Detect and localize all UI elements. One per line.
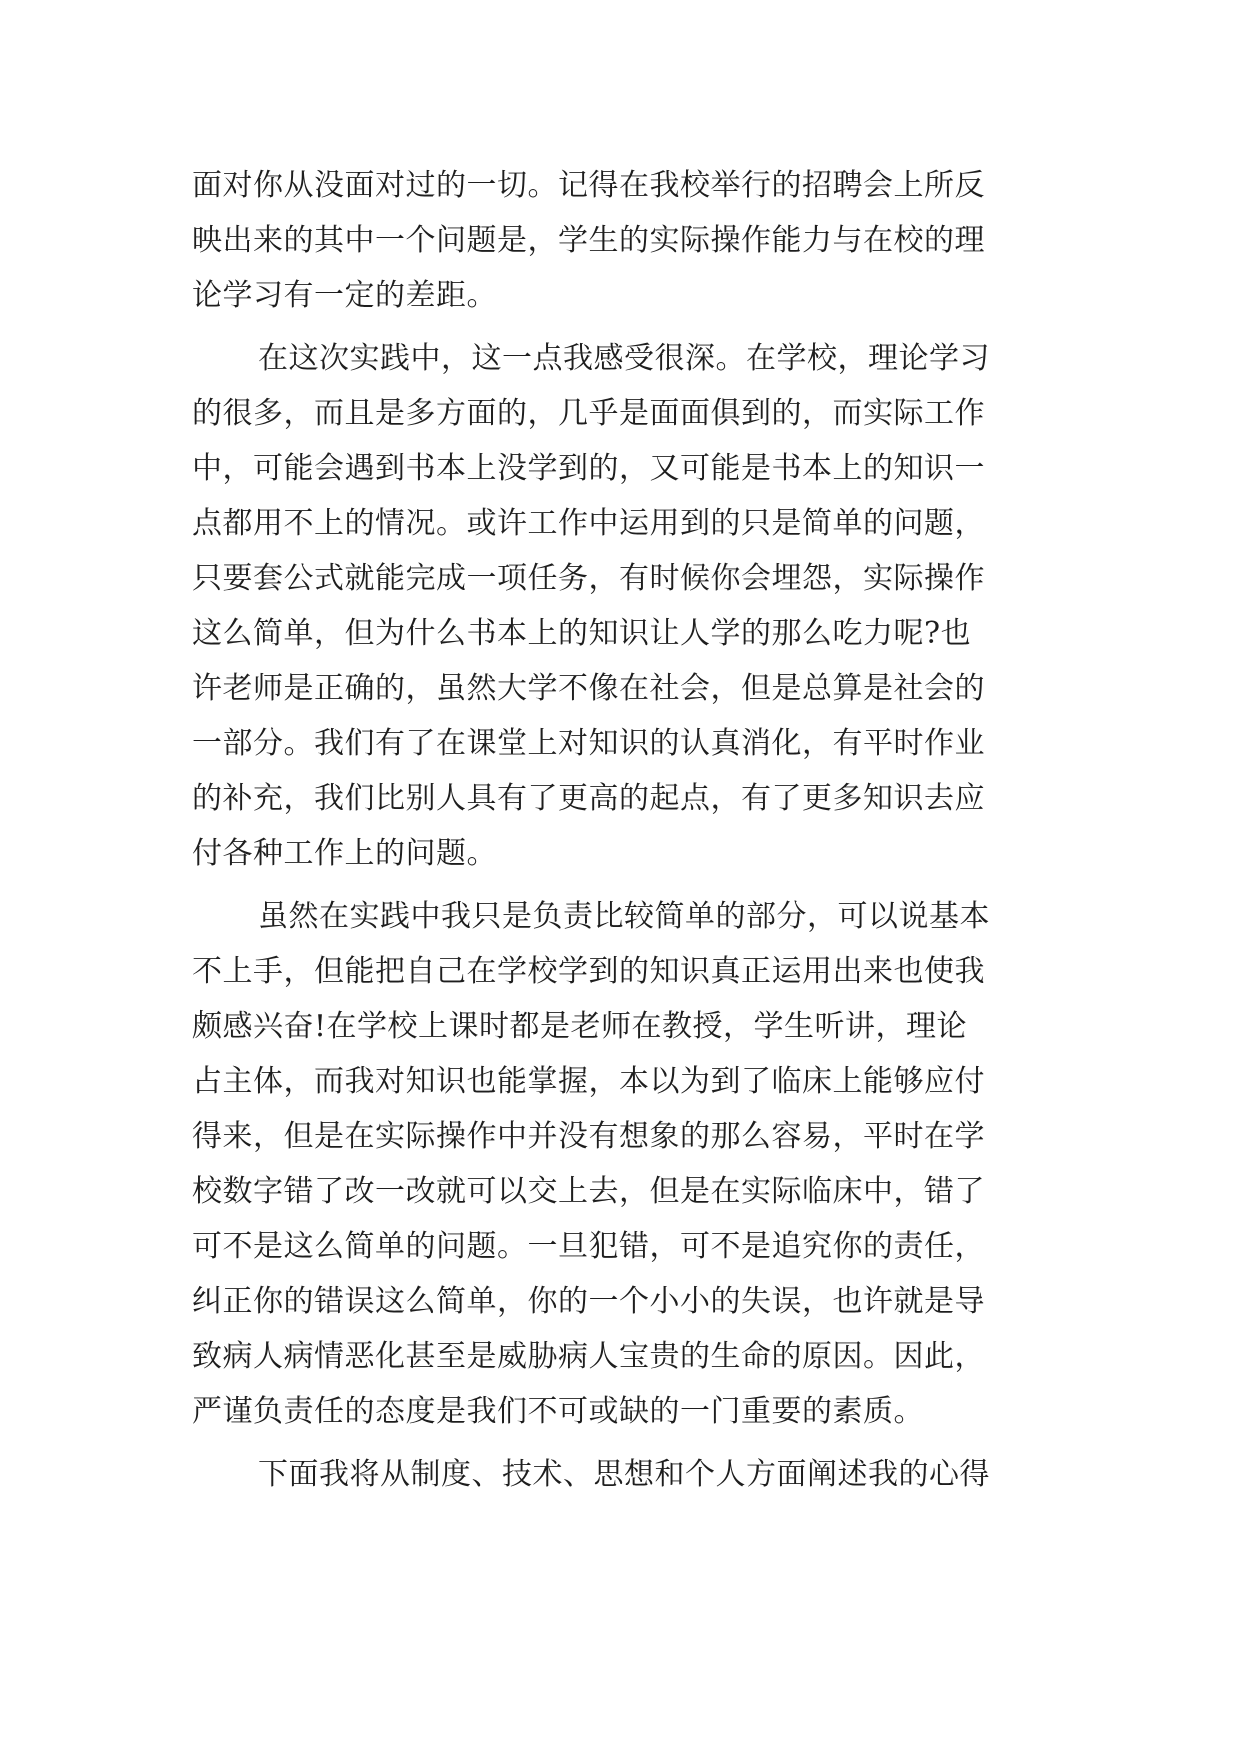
text-line: 可不是这么简单的问题。一旦犯错，可不是追究你的责任， — [192, 1229, 985, 1264]
text-line: 付各种工作上的问题。 — [192, 836, 497, 871]
text-line: 纠正你的错误这么简单，你的一个小小的失误，也许就是导 — [192, 1284, 985, 1319]
body-text — [192, 158, 1072, 1502]
text-line: 占主体，而我对知识也能掌握，本以为到了临床上能够应付 — [192, 1064, 985, 1099]
text-line: 虽然在实践中我只是负责比较简单的部分，可以说基本 — [258, 899, 990, 934]
text-line: 面对你从没面对过的一切。记得在我校举行的招聘会上所反 — [192, 168, 985, 203]
text-line: 一部分。我们有了在课堂上对知识的认真消化，有平时作业 — [192, 726, 985, 761]
text-line: 只要套公式就能完成一项任务，有时候你会埋怨，实际操作 — [192, 561, 985, 596]
text-line: 颇感兴奋!在学校上课时都是老师在教授，学生听讲，理论 — [192, 1009, 968, 1044]
text-line: 这么简单，但为什么书本上的知识让人学的那么吃力呢?也 — [192, 616, 972, 651]
paragraph — [192, 1447, 1072, 1502]
text-line: 得来，但是在实际操作中并没有想象的那么容易，平时在学 — [192, 1119, 985, 1154]
text-line: 中，可能会遇到书本上没学到的，又可能是书本上的知识一 — [192, 451, 985, 486]
text-line: 许老师是正确的，虽然大学不像在社会，但是总算是社会的 — [192, 671, 985, 706]
paragraph-gap — [192, 881, 1072, 889]
text-line: 不上手，但能把自己在学校学到的知识真正运用出来也使我 — [192, 954, 985, 989]
text-line: 在这次实践中，这一点我感受很深。在学校，理论学习 — [258, 341, 990, 376]
paragraph-gap — [192, 1439, 1072, 1447]
text-line: 下面我将从制度、技术、思想和个人方面阐述我的心得 — [258, 1457, 990, 1492]
text-line: 映出来的其中一个问题是，学生的实际操作能力与在校的理 — [192, 223, 985, 258]
text-line: 严谨负责任的态度是我们不可或缺的一门重要的素质。 — [192, 1394, 924, 1429]
text-line: 的补充，我们比别人具有了更高的起点，有了更多知识去应 — [192, 781, 985, 816]
text-line: 论学习有一定的差距。 — [192, 278, 497, 313]
text-line: 致病人病情恶化甚至是威胁病人宝贵的生命的原因。因此， — [192, 1339, 985, 1374]
text-line: 的很多，而且是多方面的，几乎是面面俱到的，而实际工作 — [192, 396, 985, 431]
paragraph-gap — [192, 323, 1072, 331]
text-line: 点都用不上的情况。或许工作中运用到的只是简单的问题， — [192, 506, 985, 541]
text-line: 校数字错了改一改就可以交上去，但是在实际临床中，错了 — [192, 1174, 985, 1209]
paragraph — [192, 158, 1072, 323]
paragraph — [192, 889, 1072, 1439]
paragraph — [192, 331, 1072, 881]
